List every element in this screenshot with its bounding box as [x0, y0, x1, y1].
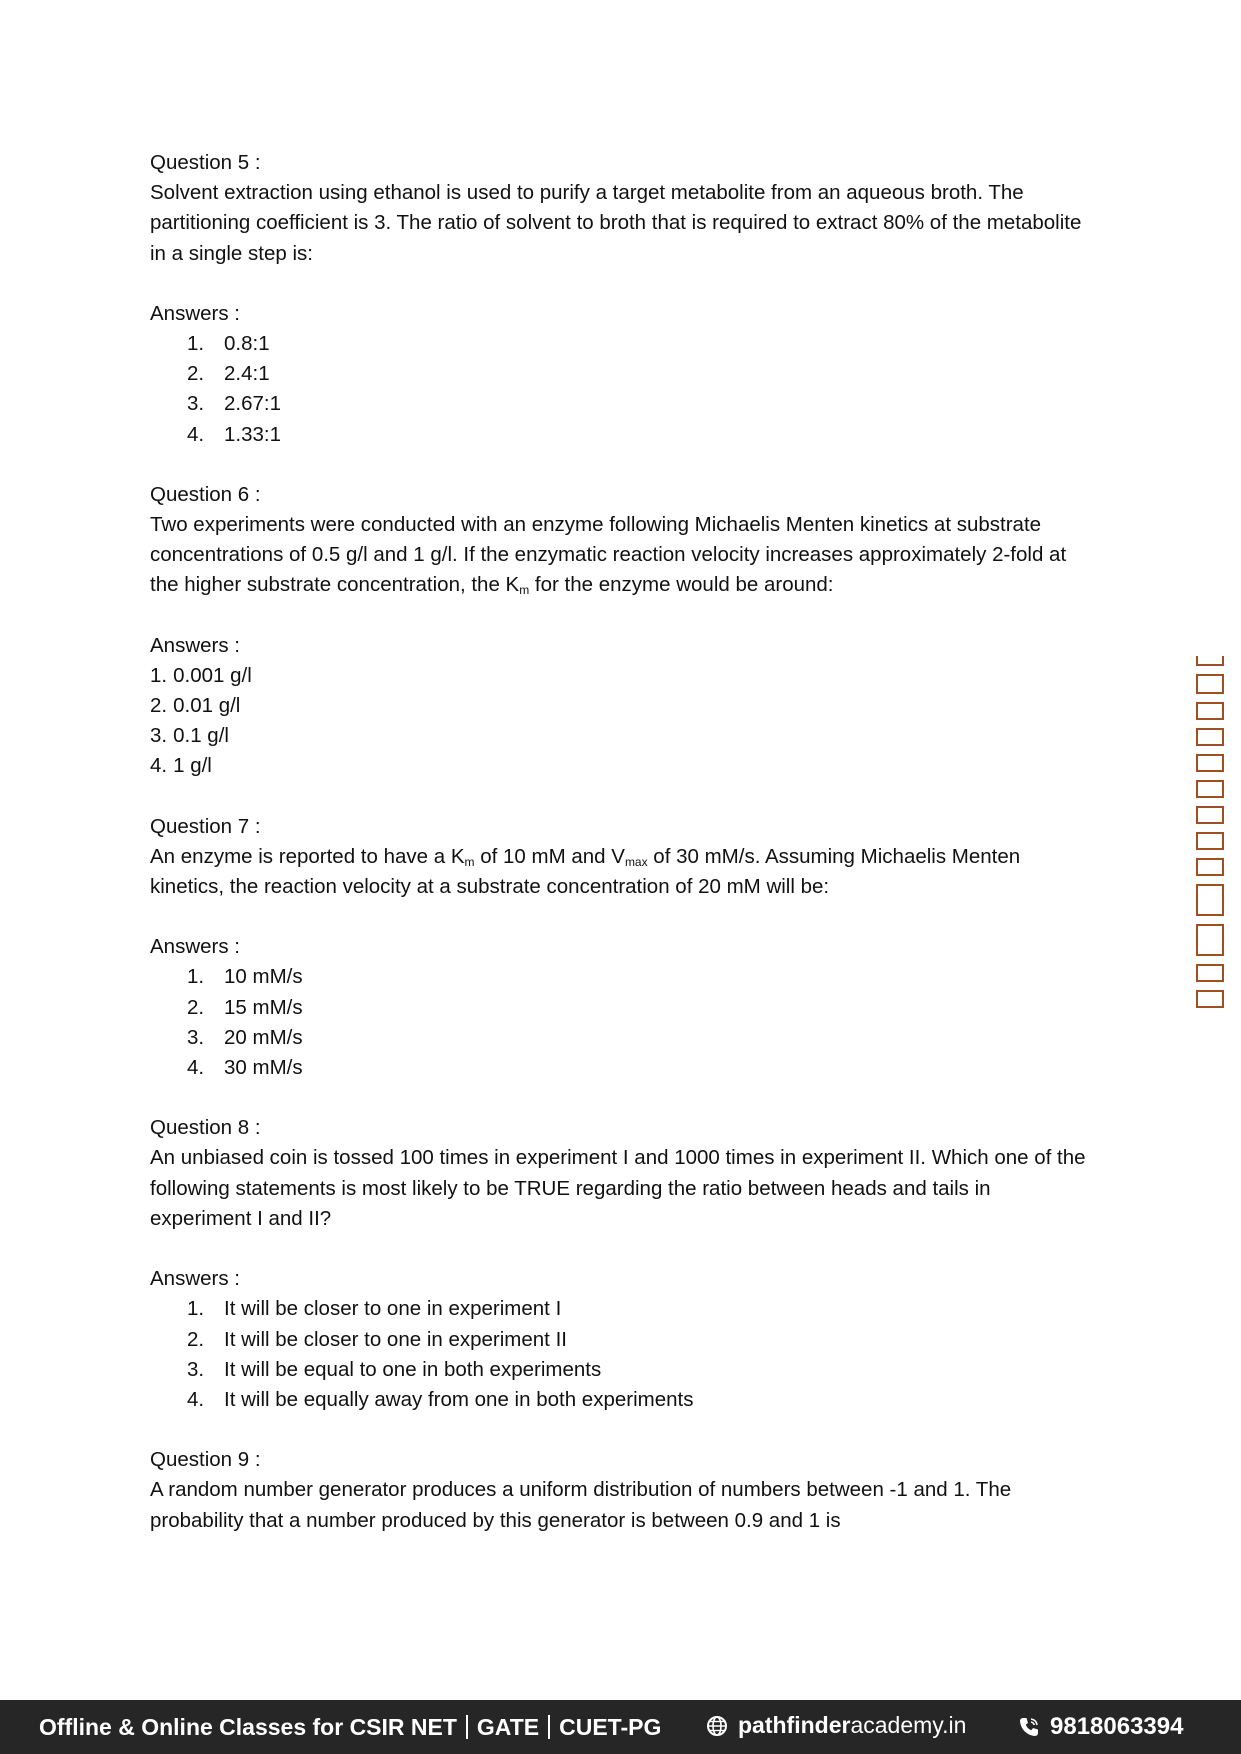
answer-list — [150, 661, 1090, 782]
answers-label: Answers : — [150, 1267, 240, 1291]
side-mark — [1196, 964, 1224, 982]
side-mark — [1196, 858, 1224, 876]
question-text: Solvent extraction using ethanol is used to purify a target metabolite from an aqueous broth. The partitioning coefficient is 3. The ratio of solvent to broth that is required to extract 80% of the metabolite in a single step is: — [150, 181, 1082, 265]
footer-website[interactable]: pathfinderacademy.in — [706, 1712, 966, 1739]
answer-option: 4. 1 g/l — [150, 754, 212, 778]
answer-option: 3. 2.67:1 — [187, 392, 281, 416]
answer-option: 2. 0.01 g/l — [150, 694, 241, 718]
answers-label: Answers : — [150, 301, 240, 325]
question-9 — [150, 1445, 1090, 1536]
footer-courses: Offline & Online Classes for CSIR NET GATE CUET-PG — [39, 1714, 662, 1740]
question-5 — [150, 148, 1090, 450]
side-mark — [1196, 656, 1224, 666]
question-title: Question 9 : — [150, 1448, 261, 1472]
side-mark — [1196, 674, 1224, 694]
answer-option: 1. It will be closer to one in experiment I — [187, 1297, 562, 1321]
side-mark — [1196, 728, 1224, 746]
footer-banner — [0, 1700, 1241, 1754]
answer-option: 1. 0.8:1 — [187, 332, 270, 356]
answer-list — [150, 962, 1090, 1083]
footer-phone[interactable]: 9818063394 — [1018, 1713, 1183, 1741]
phone-icon — [1018, 1716, 1040, 1738]
question-6 — [150, 480, 1090, 782]
side-mark — [1196, 754, 1224, 772]
question-title: Question 8 : — [150, 1116, 261, 1140]
question-8 — [150, 1113, 1090, 1415]
answer-option: 4. It will be equally away from one in both experiments — [187, 1387, 694, 1411]
footer-divider — [466, 1715, 468, 1739]
answers-label: Answers : — [150, 633, 240, 657]
answer-option: 2. 15 mM/s — [187, 995, 303, 1019]
side-mark — [1196, 924, 1224, 956]
side-mark — [1196, 990, 1224, 1008]
question-text: Two experiments were conducted with an enzyme following Michaelis Menten kinetics at substrate concentrations of 0.5 g/l and 1 g/l. If the enzymatic reaction velocity increases approximately 2-fold at the higher substrate concentration, the $K_m$ for the enzyme would be around: — [150, 513, 1067, 598]
question-text: An enzyme is reported to have a $K_m$ of 10 mM and $V_{max}$ of 30 mM/s. Assuming Michaelis Menten kinetics, the reaction velocity at a substrate concentration of 20 mM will be: — [150, 844, 1021, 899]
answer-list — [150, 329, 1090, 450]
answer-option: 3. It will be equal to one in both experiments — [187, 1357, 602, 1381]
answer-list — [150, 1294, 1090, 1415]
side-mark — [1196, 884, 1224, 916]
question-title: Question 5 : — [150, 151, 261, 174]
answer-option: 1. 10 mM/s — [187, 965, 303, 989]
question-title: Question 7 : — [150, 814, 261, 838]
footer-divider — [548, 1715, 550, 1739]
side-mark — [1196, 806, 1224, 824]
question-title: Question 6 : — [150, 482, 261, 506]
answer-option: 2. It will be closer to one in experiment II — [187, 1327, 567, 1351]
document-body — [150, 148, 1090, 1536]
side-mark — [1196, 780, 1224, 798]
question-7 — [150, 812, 1090, 1084]
answers-label: Answers : — [150, 935, 240, 959]
answer-option: 4. 30 mM/s — [187, 1056, 303, 1080]
answer-option: 3. 0.1 g/l — [150, 724, 229, 748]
globe-icon — [706, 1715, 728, 1737]
answer-option: 2. 2.4:1 — [187, 362, 270, 386]
answer-option: 4. 1.33:1 — [187, 422, 281, 446]
question-text: An unbiased coin is tossed 100 times in experiment I and 1000 times in experiment II. Which one of the following statements is most likely to be TRUE regarding the ratio between heads and tails in experiment I and II? — [150, 1146, 1086, 1230]
answer-option: 3. 20 mM/s — [187, 1025, 303, 1049]
side-mark — [1196, 702, 1224, 720]
side-mark — [1196, 832, 1224, 850]
answer-option: 1. 0.001 g/l — [150, 663, 252, 687]
question-text: A random number generator produces a uniform distribution of numbers between -1 and 1. The probability that a number produced by this generator is between 0.9 and 1 is — [150, 1478, 1012, 1532]
side-watermark-marks — [1196, 656, 1228, 1086]
